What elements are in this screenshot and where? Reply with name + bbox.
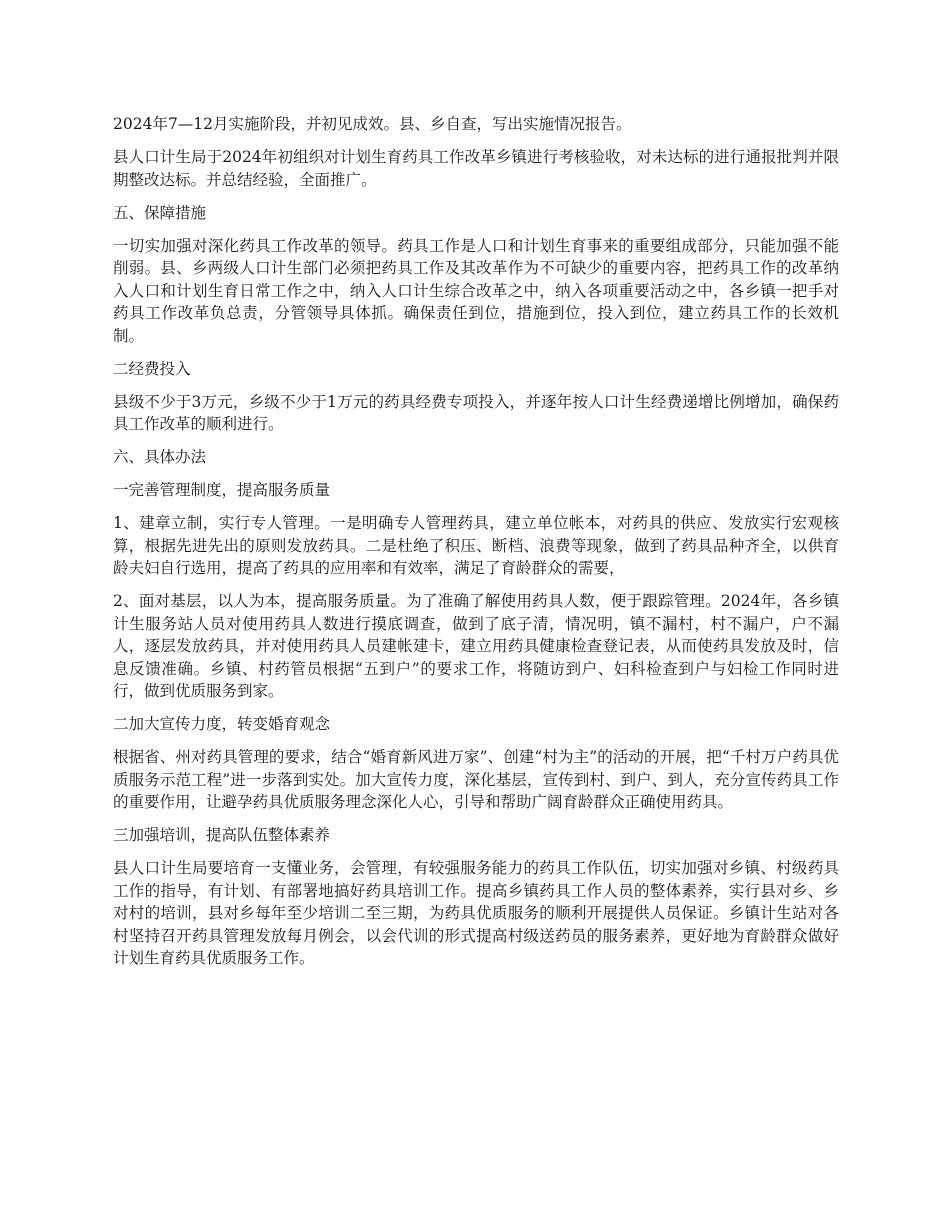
paragraph-rules-management: 1、建章立制，实行专人管理。一是明确专人管理药具，建立单位帐本，对药具的供应、发放实行宏观核算，根据先进先出的原则发放药具。二是杜绝了积压、断档、浪费等现象，做到了药具品种齐全，以供育龄夫妇自行选用，提高了药具的应用率和有效率，满足了育龄群众的需要， bbox=[113, 514, 839, 577]
paragraph-training: 县人口计生局要培育一支懂业务，会管理，有较强服务能力的药具工作队伍，切实加强对乡镇、村级药具工作的指导，有计划、有部署地搞好药具培训工作。提高乡镇药具工作人员的整体素养，实行县对乡、乡对村的培训，县对乡每年至少培训二至三期，为药具优质服务的顺利开展提供人员保证。乡镇计生站对各村坚持召开药具管理发放每月例会，以会代训的形式提高村级送药员的服务素养，更好地为育龄群众做好计划生育药具优质服务工作。 bbox=[113, 859, 839, 967]
paragraph-leadership: 一切实加强对深化药具工作改革的领导。药具工作是人口和计划生育事来的重要组成部分，只能加强不能削弱。县、乡两级人口计生部门必须把药具工作及其改革作为不可缺少的重要内容，把药具工作的改革纳入人口和计划生育日常工作之中，纳入人口计生综合改革之中，纳入各项重要活动之中，各乡镇一把手对药具工作改革负总责，分管领导具体抓。确保责任到位，措施到位，投入到位，建立药具工作的长效机制。 bbox=[113, 236, 839, 345]
heading-specific-methods: 六、具体办法 bbox=[113, 448, 207, 466]
paragraph-implementation-stage: 2024年7—12月实施阶段，并初见成效。县、乡自查，写出实施情况报告。 bbox=[113, 115, 632, 133]
heading-publicity: 二加大宣传力度，转变婚育观念 bbox=[113, 715, 331, 733]
heading-funding: 二经费投入 bbox=[113, 359, 191, 378]
paragraph-acceptance-check: 县人口计生局于2024年初组织对计划生育药具工作改革乡镇进行考核验收，对未达标的进行通报批判并限期整改达标。并总结经验，全面推广。 bbox=[113, 148, 839, 189]
paragraph-publicity: 根据省、州对药具管理的要求，结合“婚育新风进万家”、创建“村为主”的活动的开展，把“千村万户药具优质服务示范工程”进一步落到实处。加大宣传力度，深化基层，宣传到村、到户、到人，充分宣传药具工作的重要作用，让避孕药具优质服务理念深化人心，引导和帮助广阔育龄群众正确使用药具。 bbox=[113, 748, 839, 811]
heading-training: 三加强培训，提高队伍整体素养 bbox=[113, 826, 331, 844]
paragraph-funding: 县级不少于3万元，乡级不少于1万元的药具经费专项投入，并逐年按人口计生经费递增比例增加，确保药具工作改革的顺利进行。 bbox=[113, 392, 839, 433]
heading-management-system: 一完善管理制度，提高服务质量 bbox=[113, 481, 331, 499]
heading-safeguard-measures: 五、保障措施 bbox=[113, 203, 207, 222]
paragraph-grassroots-service: 2、面对基层，以人为本，提高服务质量。为了准确了解使用药具人数，便于跟踪管理。2024年，各乡镇计生服务站人员对使用药具人数进行摸底调查，做到了底子清，情况明，镇不漏村，村不漏户，户不漏人，逐层发放药具，并对使用药具人员建帐建卡，建立用药具健康检查登记表，从而使药具发放及时，信息反馈准确。乡镇、村药管员根据“五到户”的要求工作，将随访到户、妇科检查到户与妇检工作同时进行，做到优质服务到家。 bbox=[113, 592, 839, 700]
document-body bbox=[113, 113, 839, 980]
